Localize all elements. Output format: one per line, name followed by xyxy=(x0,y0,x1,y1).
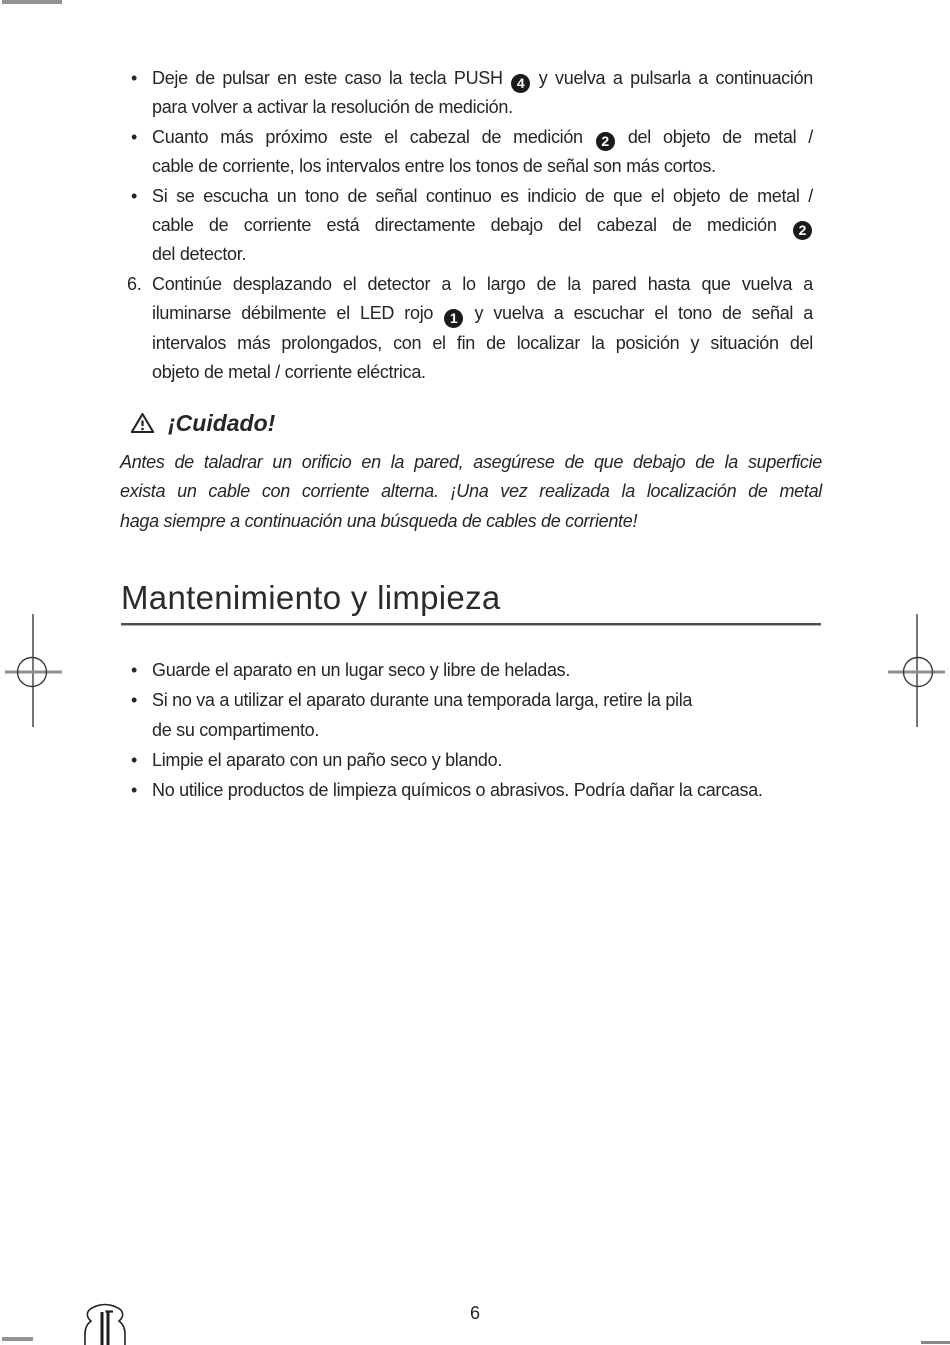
bullet-marker: • xyxy=(131,126,138,147)
list-item xyxy=(131,685,813,745)
item-text xyxy=(152,685,813,745)
list-item xyxy=(131,182,813,270)
warning-header xyxy=(120,407,822,439)
bullet-marker: • xyxy=(131,750,138,770)
text-line: iluminarse débilmente el LED rojo 1 y vuelva a escuchar el tono de señal a xyxy=(152,303,813,326)
item-text xyxy=(152,123,813,182)
instruction-list xyxy=(127,64,814,387)
section-title: Mantenimiento y limpieza xyxy=(121,579,501,616)
warning-text-line: haga siempre a continuación una búsqueda de cables de corriente! xyxy=(120,510,638,531)
warning-triangle-icon xyxy=(130,412,155,434)
list-item xyxy=(127,270,813,388)
list-item xyxy=(131,775,813,805)
bullet-marker: • xyxy=(131,185,138,206)
text-line: Si se escucha un tono de señal continuo es indicio de que el objeto de metal / xyxy=(152,185,813,206)
section-heading xyxy=(121,579,821,625)
registration-mark-left-icon xyxy=(0,611,72,729)
text-line: Si no va a utilizar el aparato durante una temporada larga, retire la pila xyxy=(152,690,693,710)
crop-mark-bottom-left xyxy=(2,1337,33,1341)
crop-mark-top-left xyxy=(2,0,62,4)
warning-title: ¡Cuidado! xyxy=(168,409,276,436)
text-line: Continúe desplazando el detector a lo largo de la pared hasta que vuelva a xyxy=(152,273,813,294)
bullet-marker: • xyxy=(131,68,138,88)
circled-number-1-icon: 1 xyxy=(444,309,463,328)
text-line: Deje de pulsar en este caso la tecla PUSH 4 y vuelva a pulsarla a continuación xyxy=(152,68,813,91)
text-line: Guarde el aparato en un lugar seco y libre de heladas. xyxy=(152,660,571,680)
text-line: del detector. xyxy=(152,244,247,265)
text-line: para volver a activar la resolución de medición. xyxy=(152,97,513,118)
text-line: objeto de metal / corriente eléctrica. xyxy=(152,362,426,383)
list-item xyxy=(131,655,813,685)
warning-text-line: exista un cable con corriente alterna. ¡Una vez realizada la localización de metal xyxy=(120,481,822,502)
text-line: No utilice productos de limpieza químicos o abrasivos. Podría dañar la carcasa. xyxy=(152,780,763,800)
list-item xyxy=(131,745,813,775)
bullet-marker: • xyxy=(131,780,138,800)
number-marker: 6. xyxy=(127,273,142,294)
section-heading-rule xyxy=(121,623,821,625)
crop-mark-bottom-right xyxy=(921,1341,950,1344)
bullet-marker: • xyxy=(131,690,138,710)
text-line: de su compartimento. xyxy=(152,720,320,740)
circled-number-2-icon: 2 xyxy=(596,132,615,151)
page-number: 6 xyxy=(469,1303,480,1323)
item-text xyxy=(152,270,813,388)
warning-body xyxy=(120,448,822,536)
circled-number-2-icon: 2 xyxy=(793,221,812,240)
text-line: cable de corriente está directamente debajo del cabezal de medición 2 xyxy=(152,211,813,240)
item-text xyxy=(152,745,813,775)
text-line: intervalos más prolongados, con el fin de localizar la posición y situación del xyxy=(152,332,813,353)
item-text xyxy=(152,64,813,123)
list-item xyxy=(131,123,813,182)
warning-block xyxy=(120,407,822,536)
item-text xyxy=(152,775,813,805)
warning-text-line: Antes de taladrar un orificio en la pared, asegúrese de que debajo de la superficie xyxy=(120,452,822,472)
circled-number-4-icon: 4 xyxy=(511,74,530,93)
maintenance-list xyxy=(131,655,813,805)
registration-mark-right-icon xyxy=(878,611,950,729)
text-line: Cuanto más próximo este el cabezal de medición 2 del objeto de metal / xyxy=(152,126,814,150)
item-text xyxy=(152,655,813,685)
list-item xyxy=(131,64,813,123)
item-text xyxy=(152,182,813,270)
bullet-marker: • xyxy=(131,660,138,680)
text-line: cable de corriente, los intervalos entre los tonos de señal son más cortos. xyxy=(152,156,716,177)
text-line: Limpie el aparato con un paño seco y blando. xyxy=(152,750,503,770)
